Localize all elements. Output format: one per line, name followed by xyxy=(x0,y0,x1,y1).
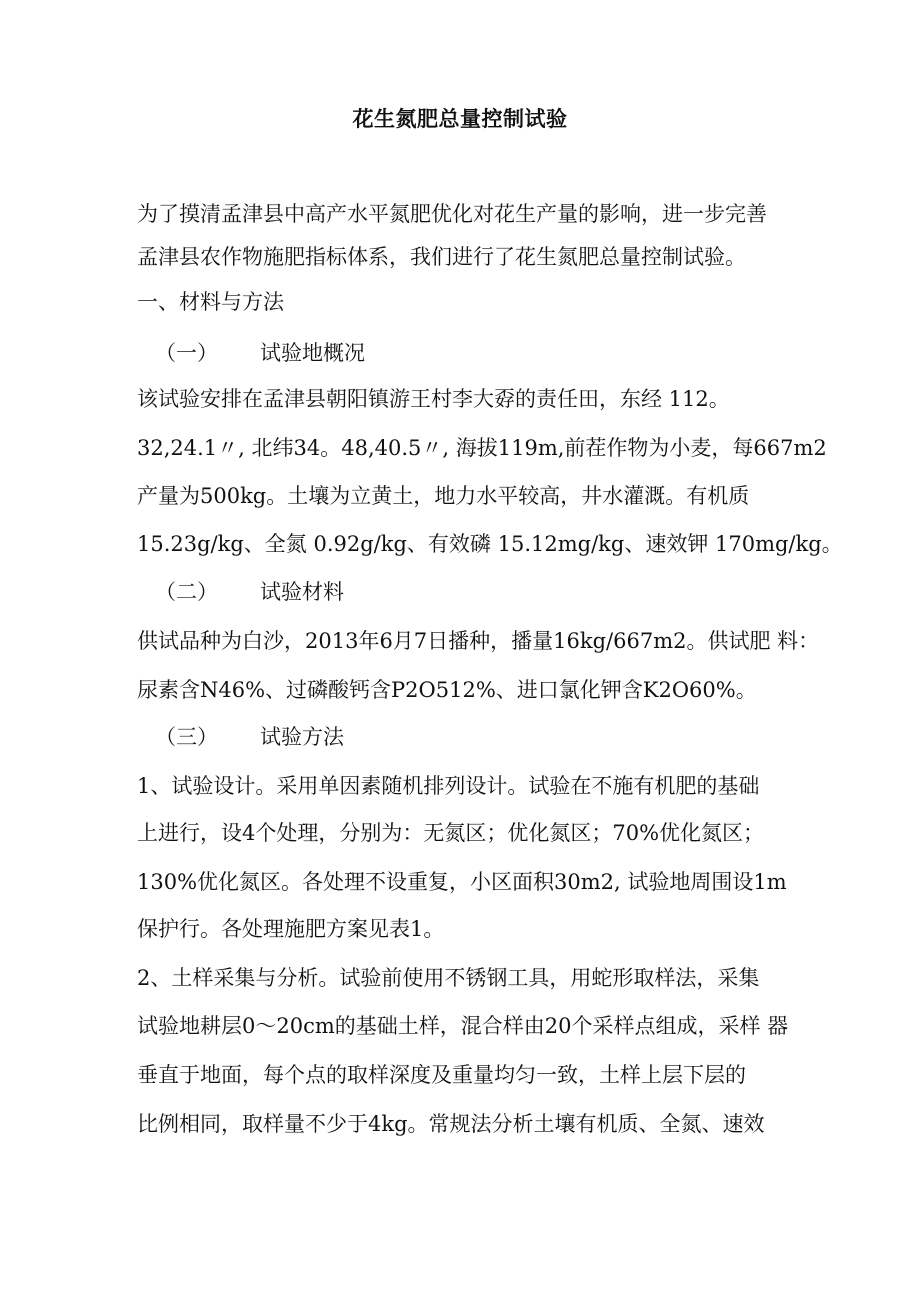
subsection-heading-2 xyxy=(155,577,344,607)
paragraph-line: 32,24.1〃, 北纬34。48,40.5〃, 海拔119m,前茬作物为小麦，每667m2 xyxy=(137,436,827,460)
subsection-heading-3 xyxy=(155,722,344,752)
subsection-number: （二） xyxy=(155,580,218,604)
paragraph-line: 试验地耕层0〜20cm的基础土样，混合样由20个采样点组成，采样 器 xyxy=(137,1014,789,1038)
subsection-label: 试验方法 xyxy=(260,725,344,749)
paragraph-line: 上进行，设4个处理，分别为：无氮区；优化氮区；70%优化氮区； xyxy=(137,821,765,845)
document-title: 花生氮肥总量控制试验 xyxy=(352,106,568,131)
subsection-label: 试验材料 xyxy=(260,580,344,604)
paragraph-line: 15.23g/kg、全氮 0.92g/kg、有效磷 15.12mg/kg、速效钾 170mg/kg。 xyxy=(137,532,843,556)
paragraph-line: 比例相同，取样量不少于4kg。常规法分析土壤有机质、全氮、速效 xyxy=(137,1112,765,1136)
paragraph-line: 垂直于地面，每个点的取样深度及重量均匀一致，土样上层下层的 xyxy=(137,1063,746,1087)
paragraph-line: 130%优化氮区。各处理不设重复，小区面积30m2, 试验地周围设1m xyxy=(137,870,787,894)
paragraph-line: 尿素含N46%、过磷酸钙含P2O512%、进口氯化钾含K2O60%。 xyxy=(137,678,757,702)
paragraph-line: 该试验安排在孟津县朝阳镇游王村李大孬的责任田，东经 112。 xyxy=(137,387,730,411)
intro-line-1: 为了摸清孟津县中高产水平氮肥优化对花生产量的影响，进一步完善 xyxy=(137,202,767,226)
paragraph-line: 供试品种为白沙，2013年6月7日播种，播量16kg/667m2。供试肥 料： xyxy=(137,629,820,653)
subsection-number: （三） xyxy=(155,725,218,749)
paragraph-line: 2、土样采集与分析。试验前使用不锈钢工具，用蛇形取样法，采集 xyxy=(137,966,760,990)
paragraph-line: 保护行。各处理施肥方案见表1。 xyxy=(137,917,445,941)
subsection-number: （一） xyxy=(155,341,218,365)
paragraph-line: 产量为500kg。土壤为立黄土，地力水平较高，井水灌溉。有机质 xyxy=(137,484,750,508)
section-heading-materials-methods: 一、材料与方法 xyxy=(137,290,284,314)
intro-line-2: 孟津县农作物施肥指标体系，我们进行了花生氮肥总量控制试验。 xyxy=(137,245,746,269)
paragraph-line: 1、试验设计。采用单因素随机排列设计。试验在不施有机肥的基础 xyxy=(137,774,760,798)
subsection-heading-1 xyxy=(155,338,365,368)
subsection-label: 试验地概况 xyxy=(260,341,365,365)
